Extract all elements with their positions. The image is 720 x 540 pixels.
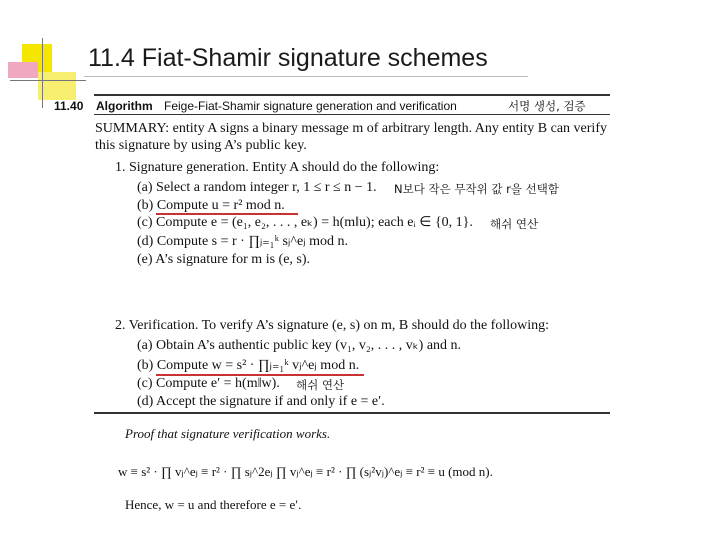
algo-top-rule [94,94,610,96]
algo-title: Feige-Fiat-Shamir signature generation and verification [164,99,457,113]
proof-heading: Proof that signature verification works. [125,426,331,441]
generation-step-b: (b) Compute u = r² mod n. [137,198,285,213]
algo-number: 11.40 [54,99,84,113]
algo-bottom-rule [94,412,610,414]
slide-title: 11.4 Fiat-Shamir signature schemes [88,44,488,72]
title-rule [84,76,528,77]
decor-hline [10,80,86,81]
generation-step-d: (d) Compute s = r · ∏ⱼ₌₁ᵏ sⱼ^eⱼ mod n. [137,234,348,249]
proof-formula [118,452,578,492]
proof-formula-text: w ≡ s² · ∏ vⱼ^eⱼ ≡ r² · ∏ sⱼ^2eⱼ ∏ vⱼ^eⱼ ≡ r² · ∏ (sⱼ²vⱼ)^eⱼ ≡ r² ≡ u (mod n). [118,464,493,479]
generation-step-a: (a) Select a random integer r, 1 ≤ r ≤ n − 1. [137,180,377,195]
algo-header-rule [94,114,610,115]
annotation-hash-op-1: 해쉬 연산 [490,217,539,231]
verification-heading: 2. Verification. To verify A’s signature (e, s) on m, B should do the following: [115,318,550,333]
algo-label: Algorithm [96,99,153,113]
decor-square-yellow-small [38,72,76,100]
annotation-sign-verify: 서명 생성, 검증 [508,99,586,113]
verification-step-c: (c) Compute e′ = h(m‖w). [137,376,280,391]
verification-step-d: (d) Accept the signature if and only if e = e′. [137,394,385,409]
annotation-pick-r: N보다 작은 무작위 값 r을 선택함 [394,182,559,196]
decor-vline [42,38,43,108]
verification-step-b: (b) Compute w = s² · ∏ⱼ₌₁ᵏ vⱼ^eⱼ mod n. [137,358,360,373]
verification-step-a: (a) Obtain A’s authentic public key (v₁, v₂, . . . , vₖ) and n. [137,338,462,353]
proof-conclusion: Hence, w = u and therefore e = e′. [125,497,302,512]
summary-line-1: SUMMARY: entity A signs a binary message m of arbitrary length. Any entity B can verify [95,121,607,136]
summary-line-2: this signature by using A’s public key. [95,138,307,153]
generation-heading: 1. Signature generation. Entity A should do the following: [115,160,440,175]
annotation-hash-op-2: 해쉬 연산 [296,378,345,392]
generation-step-c: (c) Compute e = (e₁, e₂, . . . , eₖ) = h(m‖u); each eᵢ ∈ {0, 1}. [137,215,473,230]
decor-square-pink [8,62,38,78]
generation-step-e: (e) A’s signature for m is (e, s). [137,252,311,267]
